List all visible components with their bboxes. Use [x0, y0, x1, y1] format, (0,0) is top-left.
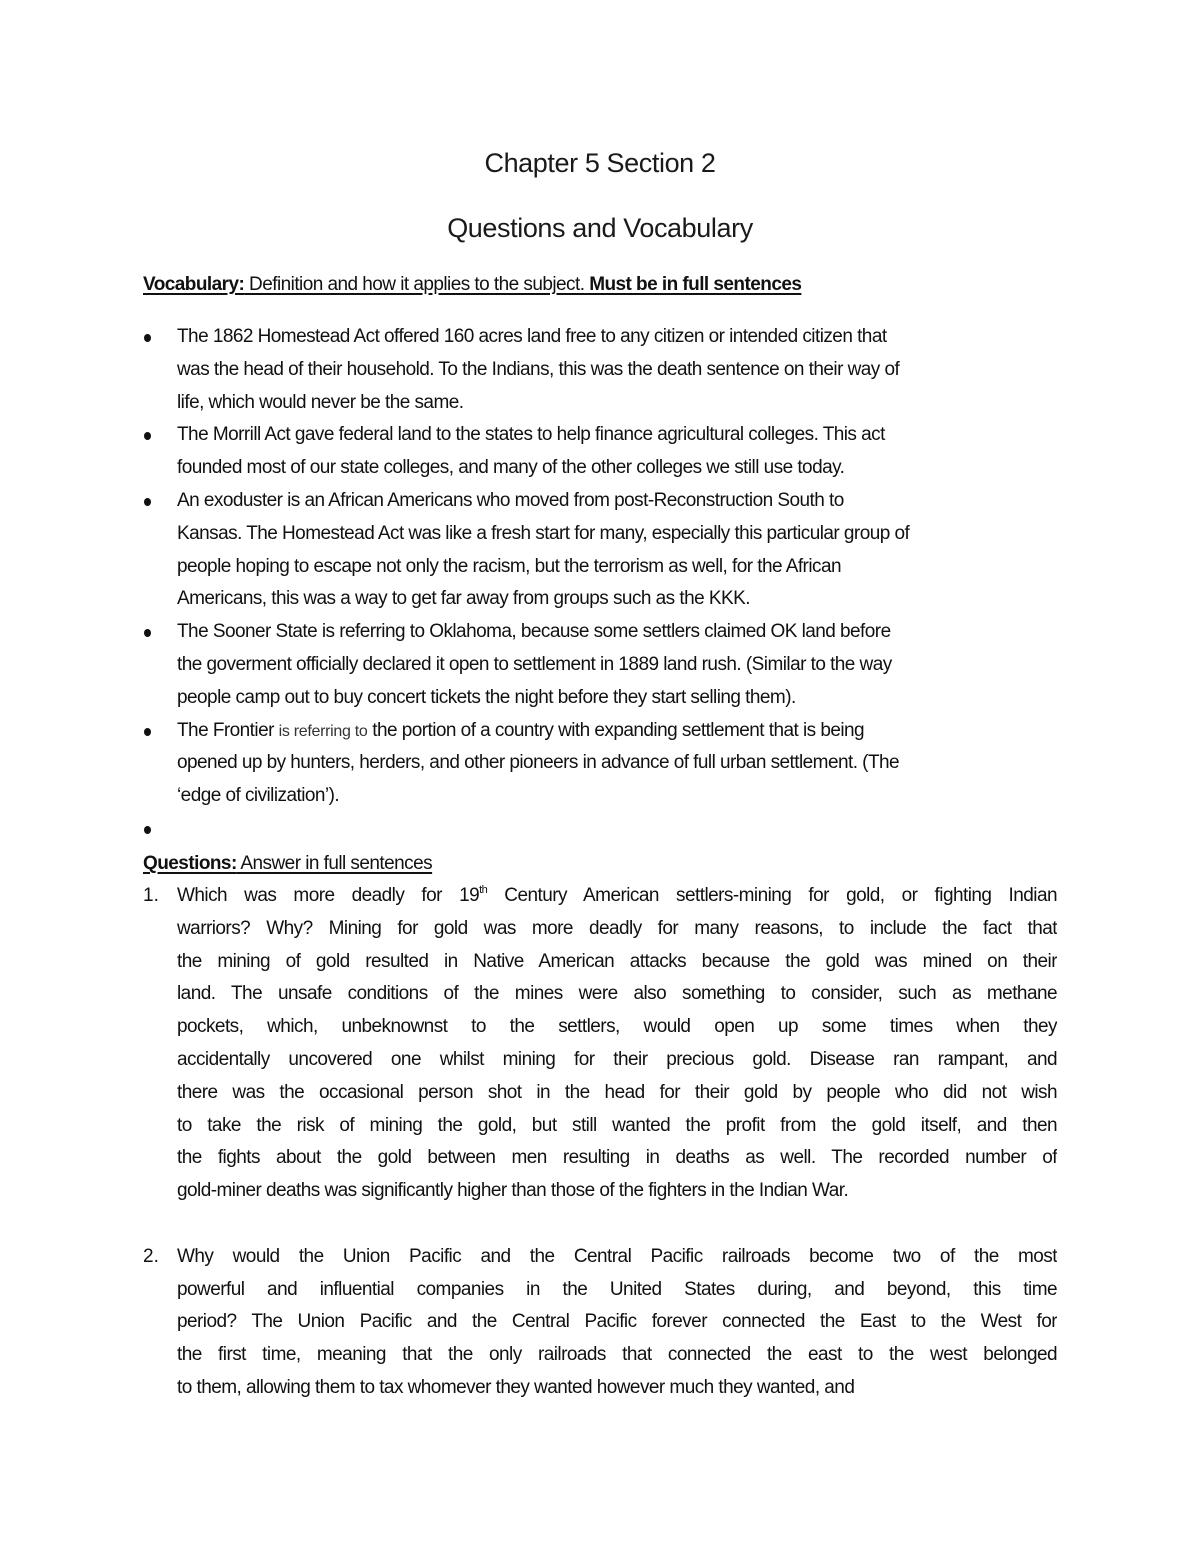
bullet-icon: [144, 728, 151, 736]
text-line: to take the risk of mining the gold, but still wanted the profit from the gold itself, and then: [177, 1114, 1057, 1136]
vocabulary-heading-label: Vocabulary:: [143, 274, 245, 295]
bullet-icon: [144, 432, 151, 440]
questions-heading-instructions: Answer in full sentences: [236, 853, 433, 874]
text-line: ‘edge of civilization’).: [177, 785, 340, 807]
text-line: the goverment officially declared it open to settlement in 1889 land rush. (Similar to the way: [177, 653, 892, 675]
question-item: [143, 880, 1057, 1208]
vocabulary-heading: [143, 268, 801, 301]
text-line: The 1862 Homestead Act offered 160 acres land free to any citizen or intended citizen that: [177, 326, 887, 347]
text-line: Americans, this was a way to get far away from groups such as the KKK.: [177, 588, 750, 610]
document-subtitle: Questions and Vocabulary: [447, 213, 753, 243]
bullet-icon: [144, 334, 151, 342]
text-line: the mining of gold resulted in Native American attacks because the gold was mined on their: [177, 950, 1057, 972]
vocabulary-list: [143, 321, 1057, 846]
question-number: 2.: [143, 1245, 159, 1267]
text-line: period? The Union Pacific and the Central Pacific forever connected the East to the West for: [177, 1311, 1057, 1333]
vocabulary-heading-requirement: Must be in full sentences: [584, 274, 802, 295]
text-line: people camp out to buy concert tickets the night before they start selling them).: [177, 686, 796, 708]
text-line: was the head of their household. To the Indians, this was the death sentence on their way of: [177, 358, 900, 380]
text-line: there was the occasional person shot in the head for their gold by people who did not wish: [177, 1081, 1057, 1103]
small-font-run: is referring to: [278, 722, 368, 740]
bullet-icon: [144, 629, 151, 637]
text-line: The Morrill Act gave federal land to the states to help finance agricultural colleges. This act: [177, 424, 885, 446]
vocabulary-item: [143, 715, 1057, 813]
text-line: Which was more deadly for 19th Century American settlers-mining for gold, or fighting Indian: [177, 883, 1057, 906]
text-line: The Frontier is referring to the portion of a country with expanding settlement that is being: [177, 719, 865, 741]
text-line: founded most of our state colleges, and many of the other colleges we still use today.: [177, 457, 845, 479]
bullet-icon: [144, 826, 151, 834]
vocabulary-item: [143, 485, 1057, 616]
text-line: opened up by hunters, herders, and other pioneers in advance of full urban settlement. (The: [177, 752, 900, 774]
text-line: Kansas. The Homestead Act was like a fresh start for many, especially this particular group of: [177, 522, 910, 544]
vocabulary-heading-instructions: Definition and how it applies to the subject.: [244, 274, 585, 295]
text-line: pockets, which, unbeknownst to the settlers, would open up some times when they: [177, 1016, 1057, 1038]
text-line: the first time, meaning that the only railroads that connected the east to the west belonged: [177, 1344, 1057, 1366]
text-line: powerful and influential companies in the United States during, and beyond, this time: [177, 1278, 1057, 1300]
text-line: to them, allowing them to tax whomever they wanted however much they wanted, and: [177, 1376, 855, 1398]
questions-heading: [143, 847, 432, 880]
question-number: 1.: [143, 885, 159, 906]
superscript: th: [479, 883, 488, 896]
text-line: warriors? Why? Mining for gold was more deadly for many reasons, to include the fact that: [177, 917, 1057, 939]
blank-line: [143, 1208, 1057, 1241]
questions-heading-label: Questions:: [143, 853, 237, 874]
questions-list: [143, 880, 1057, 1405]
bullet-icon: [144, 498, 151, 506]
vocabulary-item: [143, 616, 1057, 714]
text-line: gold-miner deaths was significantly higher than those of the fighters in the Indian War.: [177, 1180, 849, 1202]
text-line: life, which would never be the same.: [177, 391, 464, 413]
question-item: [143, 1241, 1057, 1405]
text-line: land. The unsafe conditions of the mines were also something to consider, such as methane: [177, 983, 1057, 1005]
text-line: accidentally uncovered one whilst mining for their precious gold. Disease ran rampant, and: [177, 1048, 1057, 1070]
text-line: [177, 813, 1057, 846]
text-line: the fights about the gold between men resulting in deaths as well. The recorded number of: [177, 1147, 1057, 1169]
vocabulary-item: [143, 321, 1057, 419]
text-line: An exoduster is an African Americans who moved from post-Reconstruction South to: [177, 489, 844, 511]
vocabulary-item: [143, 813, 1057, 846]
document-title: Chapter 5 Section 2: [484, 148, 716, 178]
vocabulary-item: [143, 419, 1057, 485]
text-line: The Sooner State is referring to Oklahoma, because some settlers claimed OK land before: [177, 621, 891, 643]
text-line: people hoping to escape not only the racism, but the terrorism as well, for the African: [177, 555, 841, 577]
text-line: Why would the Union Pacific and the Central Pacific railroads become two of the most: [177, 1245, 1057, 1267]
